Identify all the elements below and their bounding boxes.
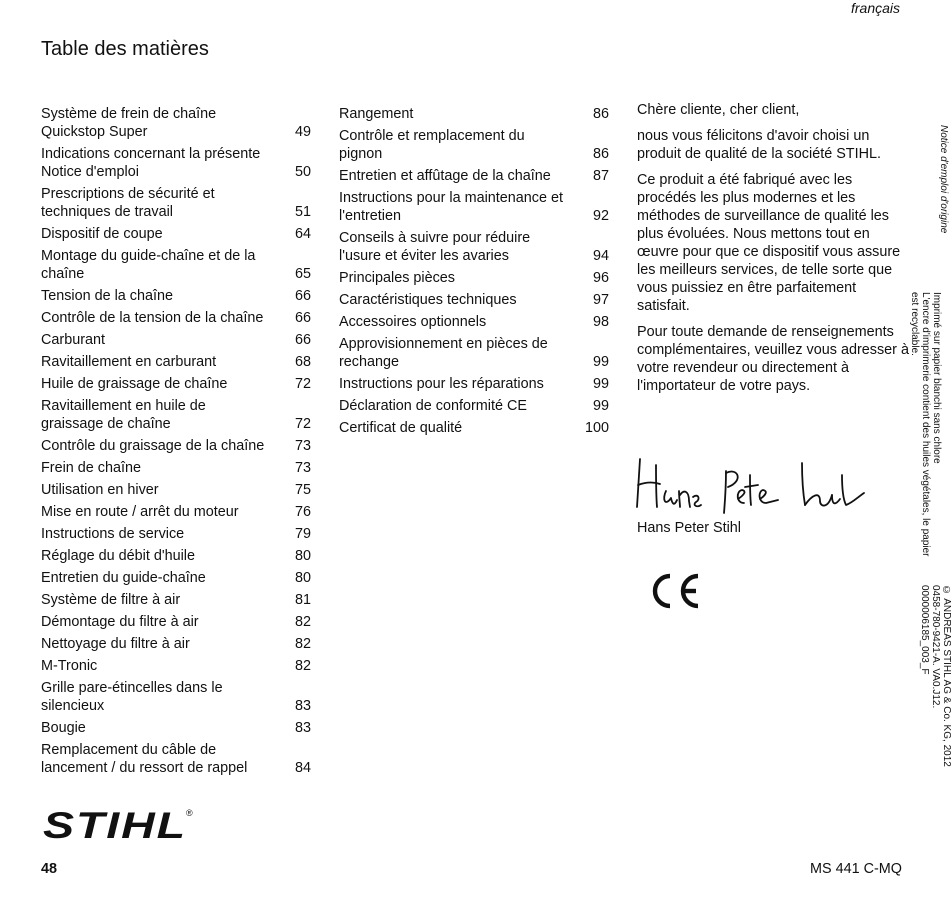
toc-entry-label: Entretien du guide-chaîne: [41, 570, 206, 586]
toc-entry-page: 83: [294, 720, 311, 736]
toc-entry-page: 81: [294, 592, 311, 608]
toc-entry: [41, 225, 311, 243]
page-number: 48: [41, 861, 58, 877]
toc-column-2: [339, 105, 609, 441]
greeting: Chère cliente, cher client,: [637, 102, 800, 118]
toc-entry-page: 66: [294, 310, 311, 326]
toc-entry-page: 82: [294, 614, 311, 630]
toc-entry-label: Réglage du débit d'huile: [41, 548, 195, 564]
toc-entry-label: Tension de la chaîne: [41, 288, 174, 304]
toc-entry: [339, 189, 609, 225]
toc-entry-label: Instructions pour la maintenance et l'entretien: [339, 190, 563, 224]
toc-entry: [339, 105, 609, 123]
toc-entry-page: 86: [592, 146, 609, 162]
toc-entry-page: 97: [592, 292, 609, 308]
copyright-line: © ANDREAS STIHL AG & Co. KG, 2012: [941, 585, 952, 767]
toc-entry-page: 96: [592, 270, 609, 286]
toc-entry-page: 72: [294, 376, 311, 392]
toc-entry: [339, 419, 609, 437]
toc-entry-label: Rangement: [339, 106, 414, 122]
toc-entry: [41, 679, 311, 715]
toc-entry: [41, 635, 311, 653]
toc-entry-label: Système de frein de chaîne Quickstop Super: [41, 106, 217, 140]
toc-entry-page: 87: [592, 168, 609, 184]
signature: [634, 455, 874, 515]
ce-mark-icon: [646, 572, 704, 610]
foreword-paragraph: Ce produit a été fabriqué avec les procédés les plus modernes et les méthodes de surveillance de qualité les plus évoluées. Nous mettons tout en œuvre pour que ce dispositif vous assure les meilleurs services, de telle sorte que vous puissiez en être parfaitement satisfait.: [637, 172, 901, 314]
toc-entry: [41, 459, 311, 477]
toc-entry-label: Approvisionnement en pièces de rechange: [339, 336, 548, 370]
toc-entry-label: Conseils à suivre pour réduire l'usure et éviter les avaries: [339, 230, 531, 264]
toc-entry-page: 100: [584, 420, 609, 436]
toc-entry-page: 68: [294, 354, 311, 370]
toc-entry-label: Instructions de service: [41, 526, 185, 542]
toc-entry: [41, 719, 311, 737]
paper-notice-line: L'encre d'imprimerie contient des huiles végétales, le papier: [920, 292, 931, 557]
signer-name: Hans Peter Stihl: [637, 520, 741, 536]
language-label: français: [851, 0, 901, 16]
toc-entry: [41, 591, 311, 609]
toc-entry-label: Montage du guide-chaîne et de la chaîne: [41, 248, 256, 282]
toc-entry-page: 73: [294, 460, 311, 476]
toc-entry-label: Frein de chaîne: [41, 460, 141, 476]
registered-mark: ®: [186, 808, 193, 818]
toc-entry-label: Système de filtre à air: [41, 592, 181, 608]
toc-entry-label: Contrôle de la tension de la chaîne: [41, 310, 264, 326]
toc-entry: [41, 481, 311, 499]
toc-entry-page: 82: [294, 636, 311, 652]
toc-entry: [41, 353, 311, 371]
toc-entry: [41, 185, 311, 221]
toc-entry: [41, 741, 311, 777]
original-notice-label: Notice d'emploi d'origine: [938, 125, 949, 234]
toc-entry-page: 66: [294, 332, 311, 348]
toc-entry: [339, 375, 609, 393]
copyright-notice: [916, 585, 952, 767]
toc-entry-label: Mise en route / arrêt du moteur: [41, 504, 239, 520]
toc-entry-page: 99: [592, 354, 609, 370]
toc-entry: [41, 287, 311, 305]
toc-entry-label: Contrôle et remplacement du pignon: [339, 128, 525, 162]
toc-entry-label: M-Tronic: [41, 658, 98, 674]
toc-entry-label: Nettoyage du filtre à air: [41, 636, 190, 652]
toc-entry: [339, 291, 609, 309]
toc-entry: [41, 331, 311, 349]
toc-entry: [41, 547, 311, 565]
toc-entry: [41, 247, 311, 283]
toc-entry-page: 86: [592, 106, 609, 122]
toc-entry-label: Remplacement du câble de lancement / du ressort de rappel: [41, 742, 248, 776]
paper-notice: [909, 292, 942, 557]
toc-entry-label: Accessoires optionnels: [339, 314, 487, 330]
toc-entry: [41, 525, 311, 543]
toc-entry-label: Indications concernant la présente Notice d'emploi: [41, 146, 261, 180]
toc-entry-label: Déclaration de conformité CE: [339, 398, 527, 414]
toc-entry-label: Huile de graissage de chaîne: [41, 376, 228, 392]
toc-entry: [339, 269, 609, 287]
page-title: Table des matières: [41, 38, 209, 60]
toc-entry-page: 82: [294, 658, 311, 674]
toc-entry: [41, 309, 311, 327]
toc-entry-page: 94: [592, 248, 609, 264]
toc-entry: [339, 167, 609, 185]
toc-entry-page: 80: [294, 548, 311, 564]
toc-entry: [41, 375, 311, 393]
toc-column-1: [41, 105, 311, 781]
toc-entry: [339, 229, 609, 265]
toc-entry-label: Carburant: [41, 332, 105, 348]
toc-entry-label: Ravitaillement en carburant: [41, 354, 217, 370]
toc-entry-page: 76: [294, 504, 311, 520]
toc-entry: [41, 569, 311, 587]
foreword: [637, 101, 909, 403]
toc-entry-page: 99: [592, 398, 609, 414]
toc-entry: [339, 335, 609, 371]
toc-entry-page: 73: [294, 438, 311, 454]
toc-entry-page: 65: [294, 266, 311, 282]
stihl-logo: [41, 805, 197, 846]
toc-entry-label: Démontage du filtre à air: [41, 614, 199, 630]
stihl-logo-text: STIHL: [43, 805, 187, 846]
toc-entry-page: 99: [592, 376, 609, 392]
foreword-paragraph: Pour toute demande de renseignements complémentaires, veuillez vous adresser à votre revendeur ou directement à l'importateur de votre pays.: [637, 324, 909, 394]
toc-entry-label: Dispositif de coupe: [41, 226, 163, 242]
toc-entry-label: Entretien et affûtage de la chaîne: [339, 168, 551, 184]
toc-entry-page: 64: [294, 226, 311, 242]
foreword-paragraph: nous vous félicitons d'avoir choisi un produit de qualité de la société STIHL.: [637, 128, 881, 162]
toc-entry-label: Certificat de qualité: [339, 420, 463, 436]
toc-entry-label: Grille pare-étincelles dans le silencieux: [41, 680, 223, 714]
toc-entry-label: Caractéristiques techniques: [339, 292, 517, 308]
toc-entry-page: 98: [592, 314, 609, 330]
toc-entry-page: 92: [592, 208, 609, 224]
toc-entry-label: Instructions pour les réparations: [339, 376, 544, 392]
toc-entry-label: Prescriptions de sécurité et techniques de travail: [41, 186, 215, 220]
toc-entry: [339, 313, 609, 331]
toc-entry-page: 51: [294, 204, 311, 220]
toc-entry: [41, 657, 311, 675]
toc-entry: [339, 127, 609, 163]
toc-entry-label: Principales pièces: [339, 270, 455, 286]
toc-entry-page: 50: [294, 164, 311, 180]
toc-entry-label: Utilisation en hiver: [41, 482, 159, 498]
toc-entry: [41, 613, 311, 631]
toc-entry: [41, 145, 311, 181]
toc-entry-page: 72: [294, 416, 311, 432]
paper-notice-line: est recyclable.: [909, 292, 920, 356]
toc-entry: [41, 503, 311, 521]
toc-entry: [41, 105, 311, 141]
toc-entry: [41, 397, 311, 433]
toc-entry: [41, 437, 311, 455]
toc-entry-page: 75: [294, 482, 311, 498]
toc-entry-page: 49: [294, 124, 311, 140]
toc-entry-label: Ravitaillement en huile de graissage de chaîne: [41, 398, 206, 432]
model-code: MS 441 C-MQ: [810, 861, 902, 877]
toc-entry-page: 66: [294, 288, 311, 304]
toc-entry-page: 83: [294, 698, 311, 714]
toc-entry-page: 80: [294, 570, 311, 586]
toc-entry-label: Bougie: [41, 720, 86, 736]
paper-notice-line: Imprimé sur papier blanchi sans chlore: [931, 292, 942, 464]
toc-entry-label: Contrôle du graissage de la chaîne: [41, 438, 265, 454]
toc-entry: [339, 397, 609, 415]
copyright-line: 0458-780-9421-A. VA0.J12.: [930, 585, 941, 709]
toc-entry-page: 84: [294, 760, 311, 776]
copyright-line: 0000006185_003_F: [919, 585, 930, 675]
toc-entry-page: 79: [294, 526, 311, 542]
